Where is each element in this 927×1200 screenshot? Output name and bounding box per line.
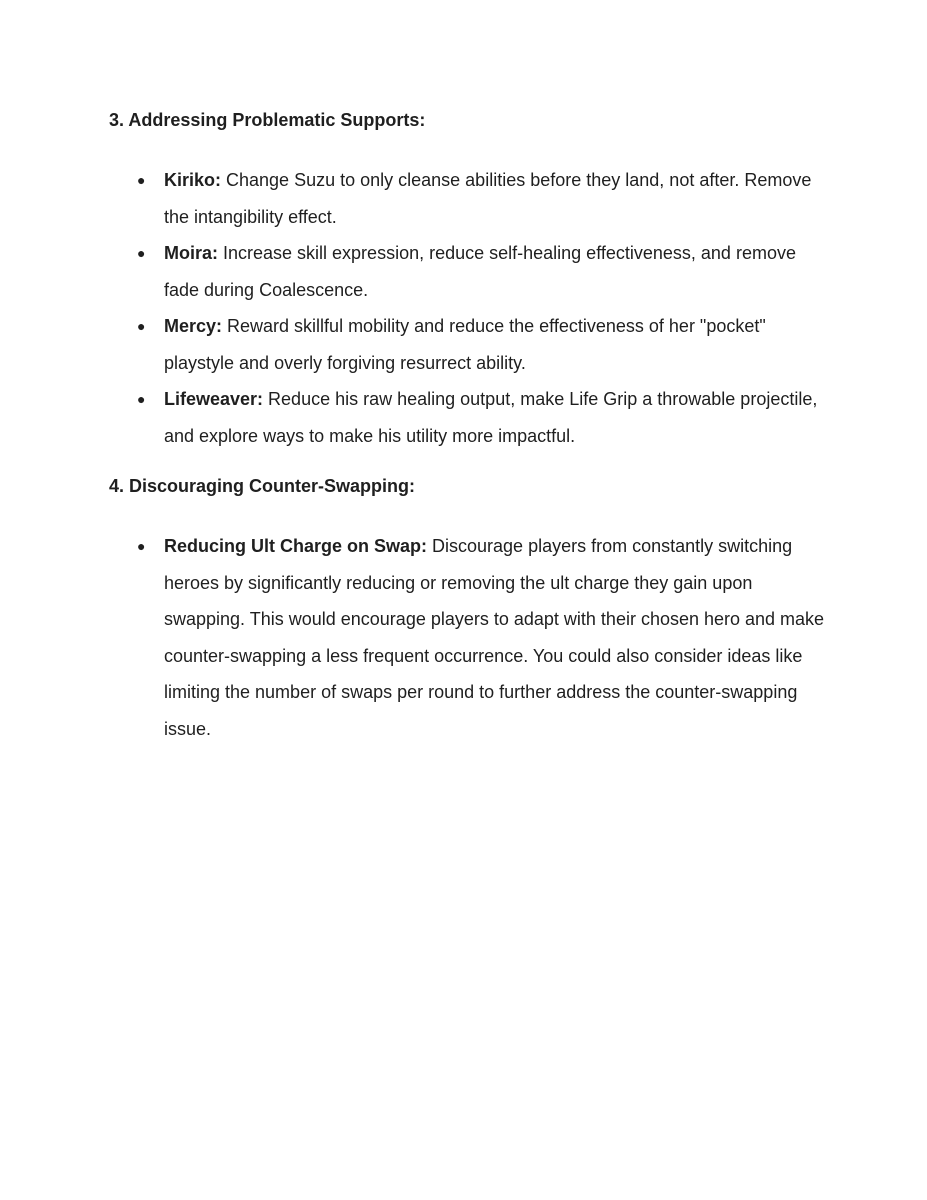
section-counter-swapping [109, 473, 829, 747]
bullet-icon: ● [137, 538, 146, 554]
item-text: Increase skill expression, reduce self-healing effectiveness, and remove fade during Coalescence. [164, 243, 796, 300]
list-item-ult-charge [109, 528, 829, 747]
bullet-icon: ● [137, 172, 146, 188]
bullet-icon: ● [137, 245, 146, 261]
section-heading: 4. Discouraging Counter-Swapping: [109, 476, 416, 496]
list-item-kiriko [109, 162, 829, 235]
list-item-mercy [109, 308, 829, 381]
item-term: Mercy: [164, 316, 223, 336]
bullet-list [109, 162, 829, 454]
item-term: Lifeweaver: [164, 389, 264, 409]
section-heading: 3. Addressing Problematic Supports: [109, 110, 426, 130]
bullet-icon: ● [137, 391, 146, 407]
item-term: Moira: [164, 243, 218, 263]
item-term: Kiriko: [164, 170, 222, 190]
bullet-list [109, 528, 829, 747]
list-item-lifeweaver [109, 381, 829, 454]
item-term: Reducing Ult Charge on Swap: [164, 536, 428, 556]
list-item-moira [109, 235, 829, 308]
item-text: Reward skillful mobility and reduce the effectiveness of her "pocket" playstyle and overly forgiving resurrect ability. [164, 316, 766, 373]
bullet-icon: ● [137, 318, 146, 334]
item-text: Reduce his raw healing output, make Life Grip a throwable projectile, and explore ways to make his utility more impactful. [164, 389, 818, 446]
item-text: Change Suzu to only cleanse abilities before they land, not after. Remove the intangibility effect. [164, 170, 812, 227]
section-addressing-supports [109, 107, 829, 454]
item-text: Discourage players from constantly switching heroes by significantly reducing or removing the ult charge they gain upon swapping. This would encourage players to adapt with their chosen hero and make counter-swapping a less frequent occurrence. You could also consider ideas like limiting the number of swaps per round to further address the counter-swapping issue. [164, 536, 825, 739]
